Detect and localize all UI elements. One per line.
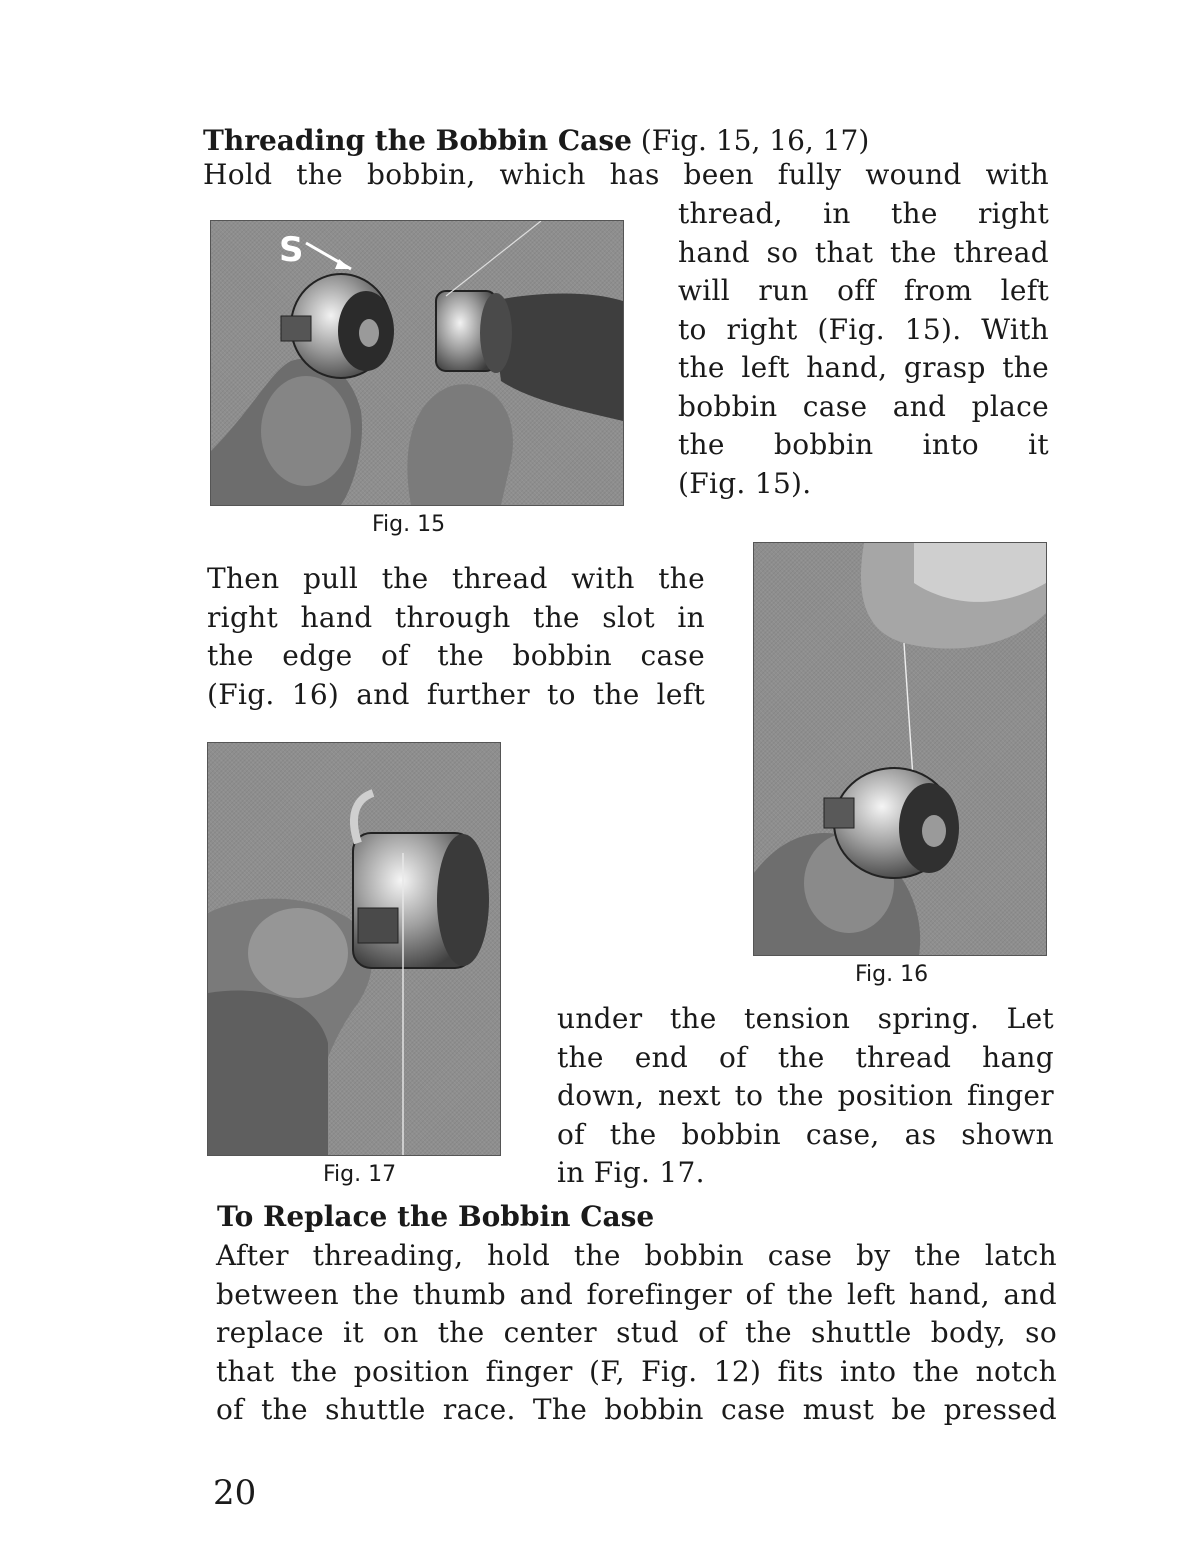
fig16-caption: Fig. 16: [855, 962, 929, 987]
text-line: of the bobbin case, as shown: [557, 1117, 1054, 1151]
text-line: Then pull the thread with the: [207, 562, 705, 595]
fig17-caption: Fig. 17: [323, 1162, 397, 1187]
fig17-photo: [207, 742, 501, 1156]
text-line: in Fig. 17.: [557, 1156, 705, 1189]
text-line: to right (Fig. 15). With: [678, 312, 1049, 346]
text-line: (Fig. 16) and further to the left: [207, 677, 705, 711]
paragraph-first-line: [203, 156, 1049, 195]
paragraph-middle: [207, 560, 705, 714]
fig17-illustration: [208, 743, 500, 1155]
paragraph-replace: [216, 1237, 1057, 1430]
text-line: that the position finger (F, Fig. 12) fits into the notch: [216, 1354, 1057, 1388]
text-line: the left hand, grasp the: [678, 351, 1049, 384]
section-heading-threading: [203, 124, 869, 157]
fig15-s-label: S: [279, 230, 304, 270]
fig16-illustration: [754, 543, 1046, 955]
text-line: will run off from left: [678, 274, 1049, 307]
paragraph-right-column: [678, 195, 1049, 503]
text-line: (Fig. 15).: [678, 466, 812, 500]
text-line: bobbin case and place: [678, 389, 1049, 423]
heading-figure-ref: (Fig. 15, 16, 17): [631, 124, 870, 157]
fig15-photo: [210, 220, 624, 506]
page-number: 20: [213, 1473, 257, 1513]
fig15-illustration: [211, 221, 623, 505]
fig16-photo: [753, 542, 1047, 956]
paragraph-lower-right: [557, 1000, 1054, 1193]
text-line: replace it on the center stud of the shuttle body, so: [216, 1316, 1057, 1349]
text-line: After threading, hold the bobbin case by the latch: [216, 1239, 1057, 1272]
text-line: under the tension spring. Let: [557, 1002, 1054, 1035]
text-line: Hold the bobbin, which has been fully wound with: [203, 158, 1049, 191]
text-line: right hand through the slot in: [207, 600, 705, 634]
text-line: the bobbin into it: [678, 428, 1049, 461]
text-line: thread, in the right: [678, 197, 1049, 230]
text-line: the end of the thread hang: [557, 1040, 1054, 1074]
fig15-caption: Fig. 15: [372, 512, 446, 537]
heading-title: Threading the Bobbin Case: [203, 124, 632, 157]
text-line: hand so that the thread: [678, 235, 1049, 269]
text-line: between the thumb and forefinger of the left hand, and: [216, 1277, 1057, 1311]
text-line: the edge of the bobbin case: [207, 639, 705, 672]
section-heading-replace: To Replace the Bobbin Case: [217, 1200, 655, 1233]
text-line: down, next to the position finger: [557, 1079, 1054, 1112]
text-line: of the shuttle race. The bobbin case must be pressed: [216, 1393, 1057, 1426]
